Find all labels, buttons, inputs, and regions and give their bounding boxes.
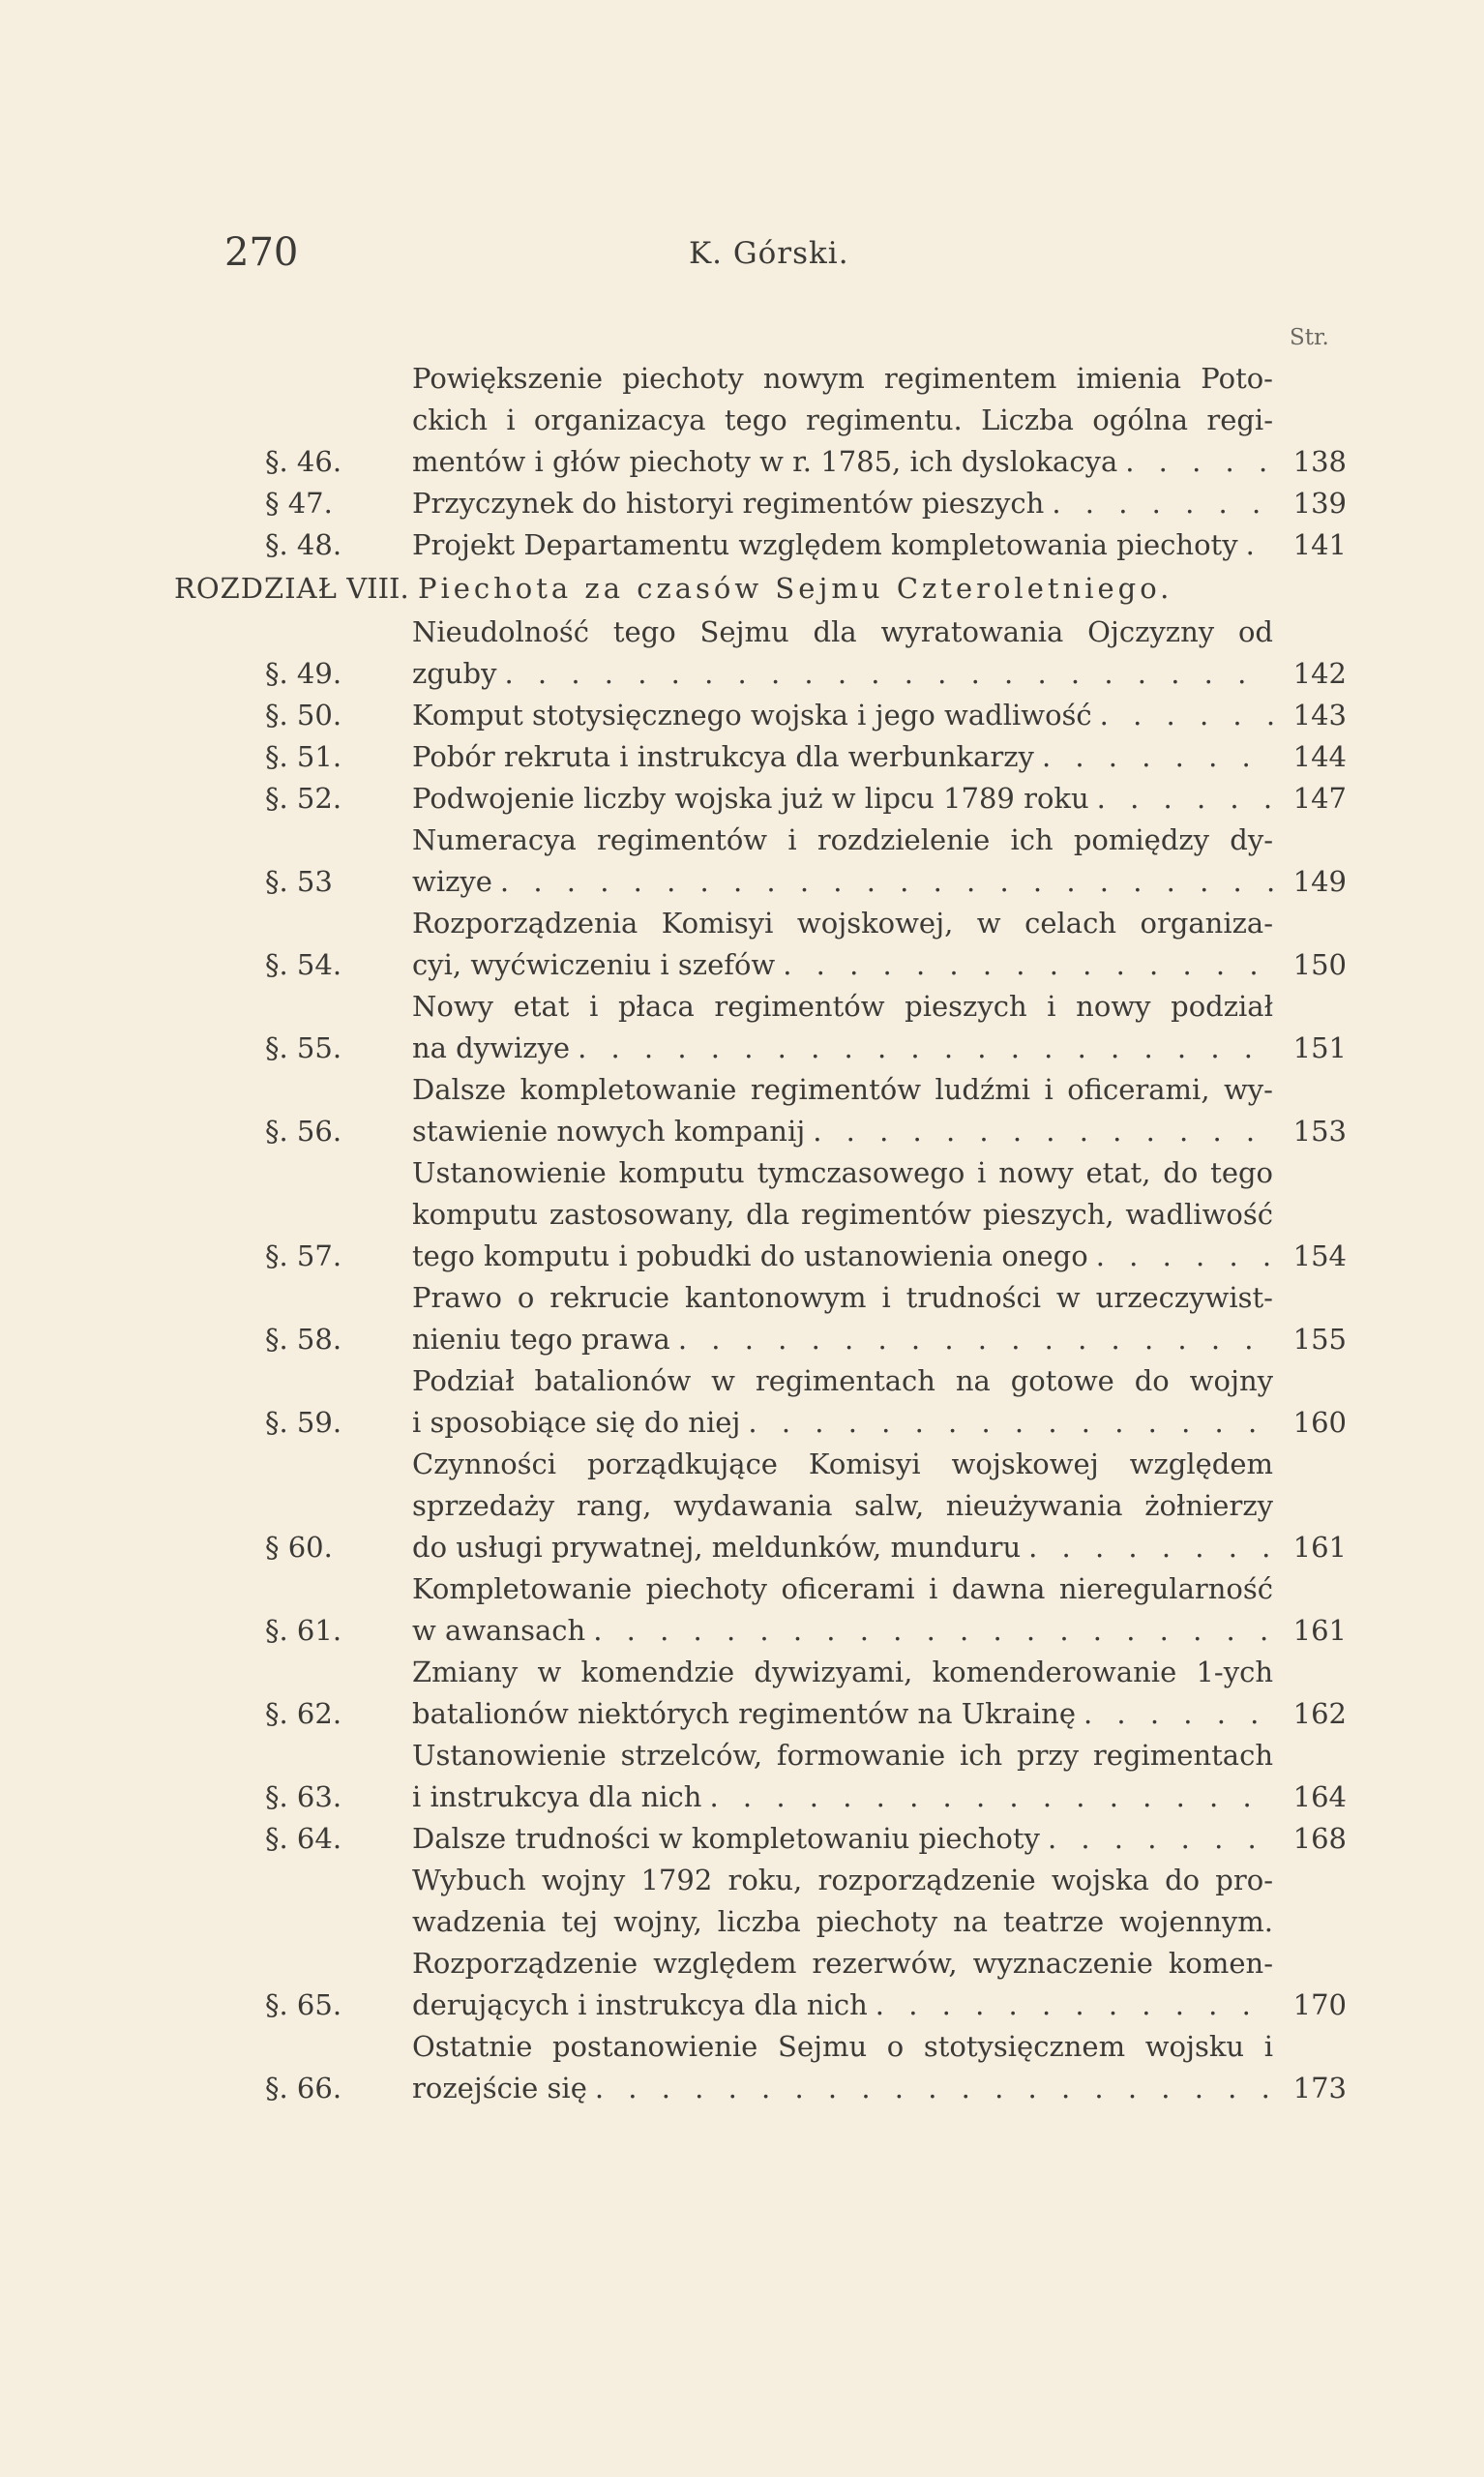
entry-line: Dalsze kompletowanie regimentów ludźmi i oficerami, wy- xyxy=(412,1073,1273,1106)
entry-title xyxy=(412,1818,1273,1860)
toc-entry xyxy=(174,1152,1347,1277)
entry-line-text: do usługi prywatnej, meldunków, munduru xyxy=(412,1531,1022,1564)
entry-line: Nieudolność tego Sejmu dla wyratowania Ojczyzny od xyxy=(412,615,1273,648)
section-number: §. 61. xyxy=(265,1614,342,1647)
entry-title xyxy=(412,483,1273,524)
entry-line-text: i sposobiące się do niej xyxy=(412,1406,741,1439)
entry-title xyxy=(412,1277,1273,1360)
section-number: §. 55. xyxy=(265,1031,342,1064)
page-ref: 162 xyxy=(1292,1697,1347,1730)
entry-line xyxy=(412,441,1273,483)
entry-line-text: batalionów niektórych regimentów na Ukrainę xyxy=(412,1697,1076,1730)
entry-line xyxy=(412,736,1273,778)
toc-entry xyxy=(174,524,1347,566)
dot-leader xyxy=(775,944,1273,986)
entry-title xyxy=(412,358,1273,483)
page-number: 270 xyxy=(224,230,299,275)
entry-title xyxy=(412,1735,1273,1818)
dot-leader xyxy=(1089,778,1273,820)
section-number: §. 58. xyxy=(265,1323,342,1356)
dot-leader xyxy=(670,1319,1273,1360)
entry-line: Nowy etat i płaca regimentów pieszych i nowy podział xyxy=(412,990,1273,1023)
entry-title xyxy=(412,986,1273,1069)
entry-line xyxy=(412,1693,1273,1735)
page-ref: 143 xyxy=(1292,699,1347,731)
entry-line: Kompletowanie piechoty oficerami i dawna nieregularność xyxy=(412,1572,1273,1605)
entry-title xyxy=(412,1652,1273,1735)
entry-line-text: i instrukcya dla nich xyxy=(412,1780,702,1813)
toc-entry xyxy=(174,358,1347,483)
toc-entry xyxy=(174,736,1347,778)
entry-line xyxy=(412,1319,1273,1360)
entry-title xyxy=(412,1152,1273,1277)
section-number: §. 46. xyxy=(265,445,342,478)
entry-title xyxy=(412,1860,1273,2026)
page-ref: 161 xyxy=(1292,1614,1347,1647)
page-ref: 155 xyxy=(1292,1323,1347,1356)
section-number: § 47. xyxy=(265,487,333,520)
entry-line-text: rozejście się xyxy=(412,2072,587,2104)
entry-line-text: wizye xyxy=(412,865,492,898)
entry-line xyxy=(412,1402,1273,1444)
entry-line xyxy=(412,861,1273,903)
dot-leader xyxy=(1044,483,1273,524)
dot-leader xyxy=(740,1402,1273,1444)
dot-leader xyxy=(805,1111,1273,1152)
page-ref: 161 xyxy=(1292,1531,1347,1564)
toc-entry xyxy=(174,2026,1347,2109)
entry-line: Ostatnie postanowienie Sejmu o stotysięcznem wojsku i xyxy=(412,2030,1273,2063)
entry-line-text: tego komputu i pobudki do ustanowienia onego xyxy=(412,1239,1088,1272)
page-ref: 164 xyxy=(1292,1780,1347,1813)
section-number: §. 50. xyxy=(265,699,342,731)
page-ref: 150 xyxy=(1292,948,1347,981)
entry-line-text: mentów i głów piechoty w r. 1785, ich dyslokacya xyxy=(412,445,1118,478)
page-ref: 149 xyxy=(1292,865,1347,898)
section-number: §. 59. xyxy=(265,1406,342,1439)
entry-line xyxy=(412,653,1273,695)
entry-line xyxy=(412,778,1273,820)
entry-title xyxy=(412,1069,1273,1152)
toc-entry xyxy=(174,1069,1347,1152)
dot-leader xyxy=(587,2068,1273,2109)
entry-line-text: Dalsze trudności w kompletowaniu piechoty xyxy=(412,1822,1040,1855)
table-of-contents xyxy=(174,358,1347,2109)
running-head: K. Górski. xyxy=(689,236,849,271)
entry-line xyxy=(412,695,1273,736)
entry-line xyxy=(412,1028,1273,1069)
page-ref: 168 xyxy=(1292,1822,1347,1855)
entry-line: Ustanowienie strzelców, formowanie ich przy regimentach xyxy=(412,1739,1273,1772)
page-ref: 154 xyxy=(1292,1239,1347,1272)
dot-leader xyxy=(1238,524,1273,566)
page-ref: 151 xyxy=(1292,1031,1347,1064)
section-number: §. 52. xyxy=(265,782,342,815)
entry-line xyxy=(412,1236,1273,1277)
entry-title xyxy=(412,820,1273,903)
entry-line xyxy=(412,1111,1273,1152)
page-column-label: Str. xyxy=(1290,325,1329,350)
dot-leader xyxy=(701,1776,1273,1818)
page-ref: 141 xyxy=(1292,528,1347,561)
entry-line: Ustanowienie komputu tymczasowego i nowy etat, do tego xyxy=(412,1156,1273,1189)
page-ref: 160 xyxy=(1292,1406,1347,1439)
page-ref: 170 xyxy=(1292,1988,1347,2021)
dot-leader xyxy=(1076,1693,1273,1735)
entry-line-text: Podwojenie liczby wojska już w lipcu 1789 roku xyxy=(412,782,1089,815)
entry-line xyxy=(412,524,1273,566)
page-ref: 138 xyxy=(1292,445,1347,478)
dot-leader xyxy=(868,1985,1273,2026)
toc-entry xyxy=(174,1652,1347,1735)
section-number: §. 66. xyxy=(265,2072,342,2104)
toc-entry xyxy=(174,1735,1347,1818)
entry-line xyxy=(412,1776,1273,1818)
entry-title xyxy=(412,1568,1273,1652)
section-number: §. 54. xyxy=(265,948,342,981)
entry-line: Powiększenie piechoty nowym regimentem imienia Poto- xyxy=(412,362,1273,395)
entry-title xyxy=(412,695,1273,736)
dot-leader xyxy=(1021,1527,1273,1568)
entry-line-text: zguby xyxy=(412,657,497,690)
chapter-label: ROZDZIAŁ xyxy=(174,572,338,605)
page-ref: 139 xyxy=(1292,487,1347,520)
section-number: §. 63. xyxy=(265,1780,342,1813)
section-number: §. 56. xyxy=(265,1115,342,1148)
dot-leader xyxy=(570,1028,1273,1069)
toc-entry xyxy=(174,1360,1347,1444)
entry-line-text: na dywizye xyxy=(412,1031,571,1064)
entry-line xyxy=(412,1610,1273,1652)
entry-line: Czynności porządkujące Komisyi wojskowej względem xyxy=(412,1447,1273,1480)
entry-line: komputu zastosowany, dla regimentów pieszych, wadliwość xyxy=(412,1198,1273,1231)
dot-leader xyxy=(1040,1818,1273,1860)
entry-line xyxy=(412,483,1273,524)
entry-line: ckich i organizacya tego regimentu. Liczba ogólna regi- xyxy=(412,403,1273,436)
section-number: § 60. xyxy=(265,1531,333,1564)
dot-leader xyxy=(1092,695,1273,736)
entry-line xyxy=(412,1818,1273,1860)
entry-line xyxy=(412,1527,1273,1568)
entry-title xyxy=(412,612,1273,695)
entry-line: Rozporządzenie względem rezerwów, wyznaczenie komen- xyxy=(412,1947,1273,1980)
toc-entry xyxy=(174,820,1347,903)
toc-entry xyxy=(174,903,1347,986)
toc-entry xyxy=(174,986,1347,1069)
entry-line-text: stawienie nowych kompanij xyxy=(412,1115,806,1148)
entry-line: wadzenia tej wojny, liczba piechoty na teatrze wojennym. xyxy=(412,1905,1273,1938)
entry-line: Rozporządzenia Komisyi wojskowej, w celach organiza- xyxy=(412,907,1273,940)
entry-line-text: Projekt Departamentu względem kompletowania piechoty xyxy=(412,528,1238,561)
dot-leader xyxy=(585,1610,1273,1652)
entry-line xyxy=(412,1985,1273,2026)
entry-title xyxy=(412,524,1273,566)
chapter-heading xyxy=(174,568,1347,610)
dot-leader xyxy=(1117,441,1273,483)
section-number: §. 57. xyxy=(265,1239,342,1272)
entry-line-text: cyi, wyćwiczeniu i szefów xyxy=(412,948,776,981)
entry-line-text: Pobór rekruta i instrukcya dla werbunkarzy xyxy=(412,740,1034,773)
page-ref: 173 xyxy=(1292,2072,1347,2104)
dot-leader xyxy=(492,861,1273,903)
toc-entry xyxy=(174,778,1347,820)
entry-line-text: w awansach xyxy=(412,1614,586,1647)
section-number: §. 53 xyxy=(265,865,333,898)
section-number: §. 48. xyxy=(265,528,342,561)
entry-line-text: nieniu tego prawa xyxy=(412,1323,670,1356)
section-number: §. 65. xyxy=(265,1988,342,2021)
toc-entry xyxy=(174,1277,1347,1360)
dot-leader xyxy=(1088,1236,1273,1277)
toc-entry xyxy=(174,1860,1347,2026)
section-number: §. 51. xyxy=(265,740,342,773)
toc-entry xyxy=(174,695,1347,736)
section-number: §. 64. xyxy=(265,1822,342,1855)
toc-entry xyxy=(174,1444,1347,1568)
page-ref: 144 xyxy=(1292,740,1347,773)
entry-line: Prawo o rekrucie kantonowym i trudności w urzeczywist- xyxy=(412,1281,1273,1314)
entry-title xyxy=(412,903,1273,986)
toc-entry xyxy=(174,483,1347,524)
entry-line: Podział batalionów w regimentach na gotowe do wojny xyxy=(412,1364,1273,1397)
page-ref: 147 xyxy=(1292,782,1347,815)
entry-line: Wybuch wojny 1792 roku, rozporządzenie wojska do pro- xyxy=(412,1864,1273,1896)
entry-line xyxy=(412,2068,1273,2109)
toc-entry xyxy=(174,1818,1347,1860)
chapter-number: VIII. xyxy=(346,572,409,605)
section-number: §. 62. xyxy=(265,1697,342,1730)
entry-line-text: derujących i instrukcya dla nich xyxy=(412,1988,868,2021)
page-ref: 153 xyxy=(1292,1115,1347,1148)
entry-title xyxy=(412,778,1273,820)
entry-line-text: Komput stotysięcznego wojska i jego wadliwość xyxy=(412,699,1092,731)
dot-leader xyxy=(1034,736,1273,778)
entry-line: Numeracya regimentów i rozdzielenie ich pomiędzy dy- xyxy=(412,823,1273,856)
entry-line-text: Przyczynek do historyi regimentów pieszych xyxy=(412,487,1045,520)
toc-entry xyxy=(174,612,1347,695)
entry-title xyxy=(412,736,1273,778)
dot-leader xyxy=(496,653,1273,695)
entry-title xyxy=(412,2026,1273,2109)
entry-title xyxy=(412,1444,1273,1568)
chapter-title: Piechota za czasów Sejmu Czteroletniego. xyxy=(417,572,1173,605)
section-number: §. 49. xyxy=(265,657,342,690)
entry-line: Zmiany w komendzie dywizyami, komenderowanie 1-ych xyxy=(412,1656,1273,1688)
page-header xyxy=(224,230,1337,288)
page-ref: 142 xyxy=(1292,657,1347,690)
entry-title xyxy=(412,1360,1273,1444)
toc-entry xyxy=(174,1568,1347,1652)
entry-line xyxy=(412,944,1273,986)
entry-line: sprzedaży rang, wydawania salw, nieużywania żołnierzy xyxy=(412,1489,1273,1522)
